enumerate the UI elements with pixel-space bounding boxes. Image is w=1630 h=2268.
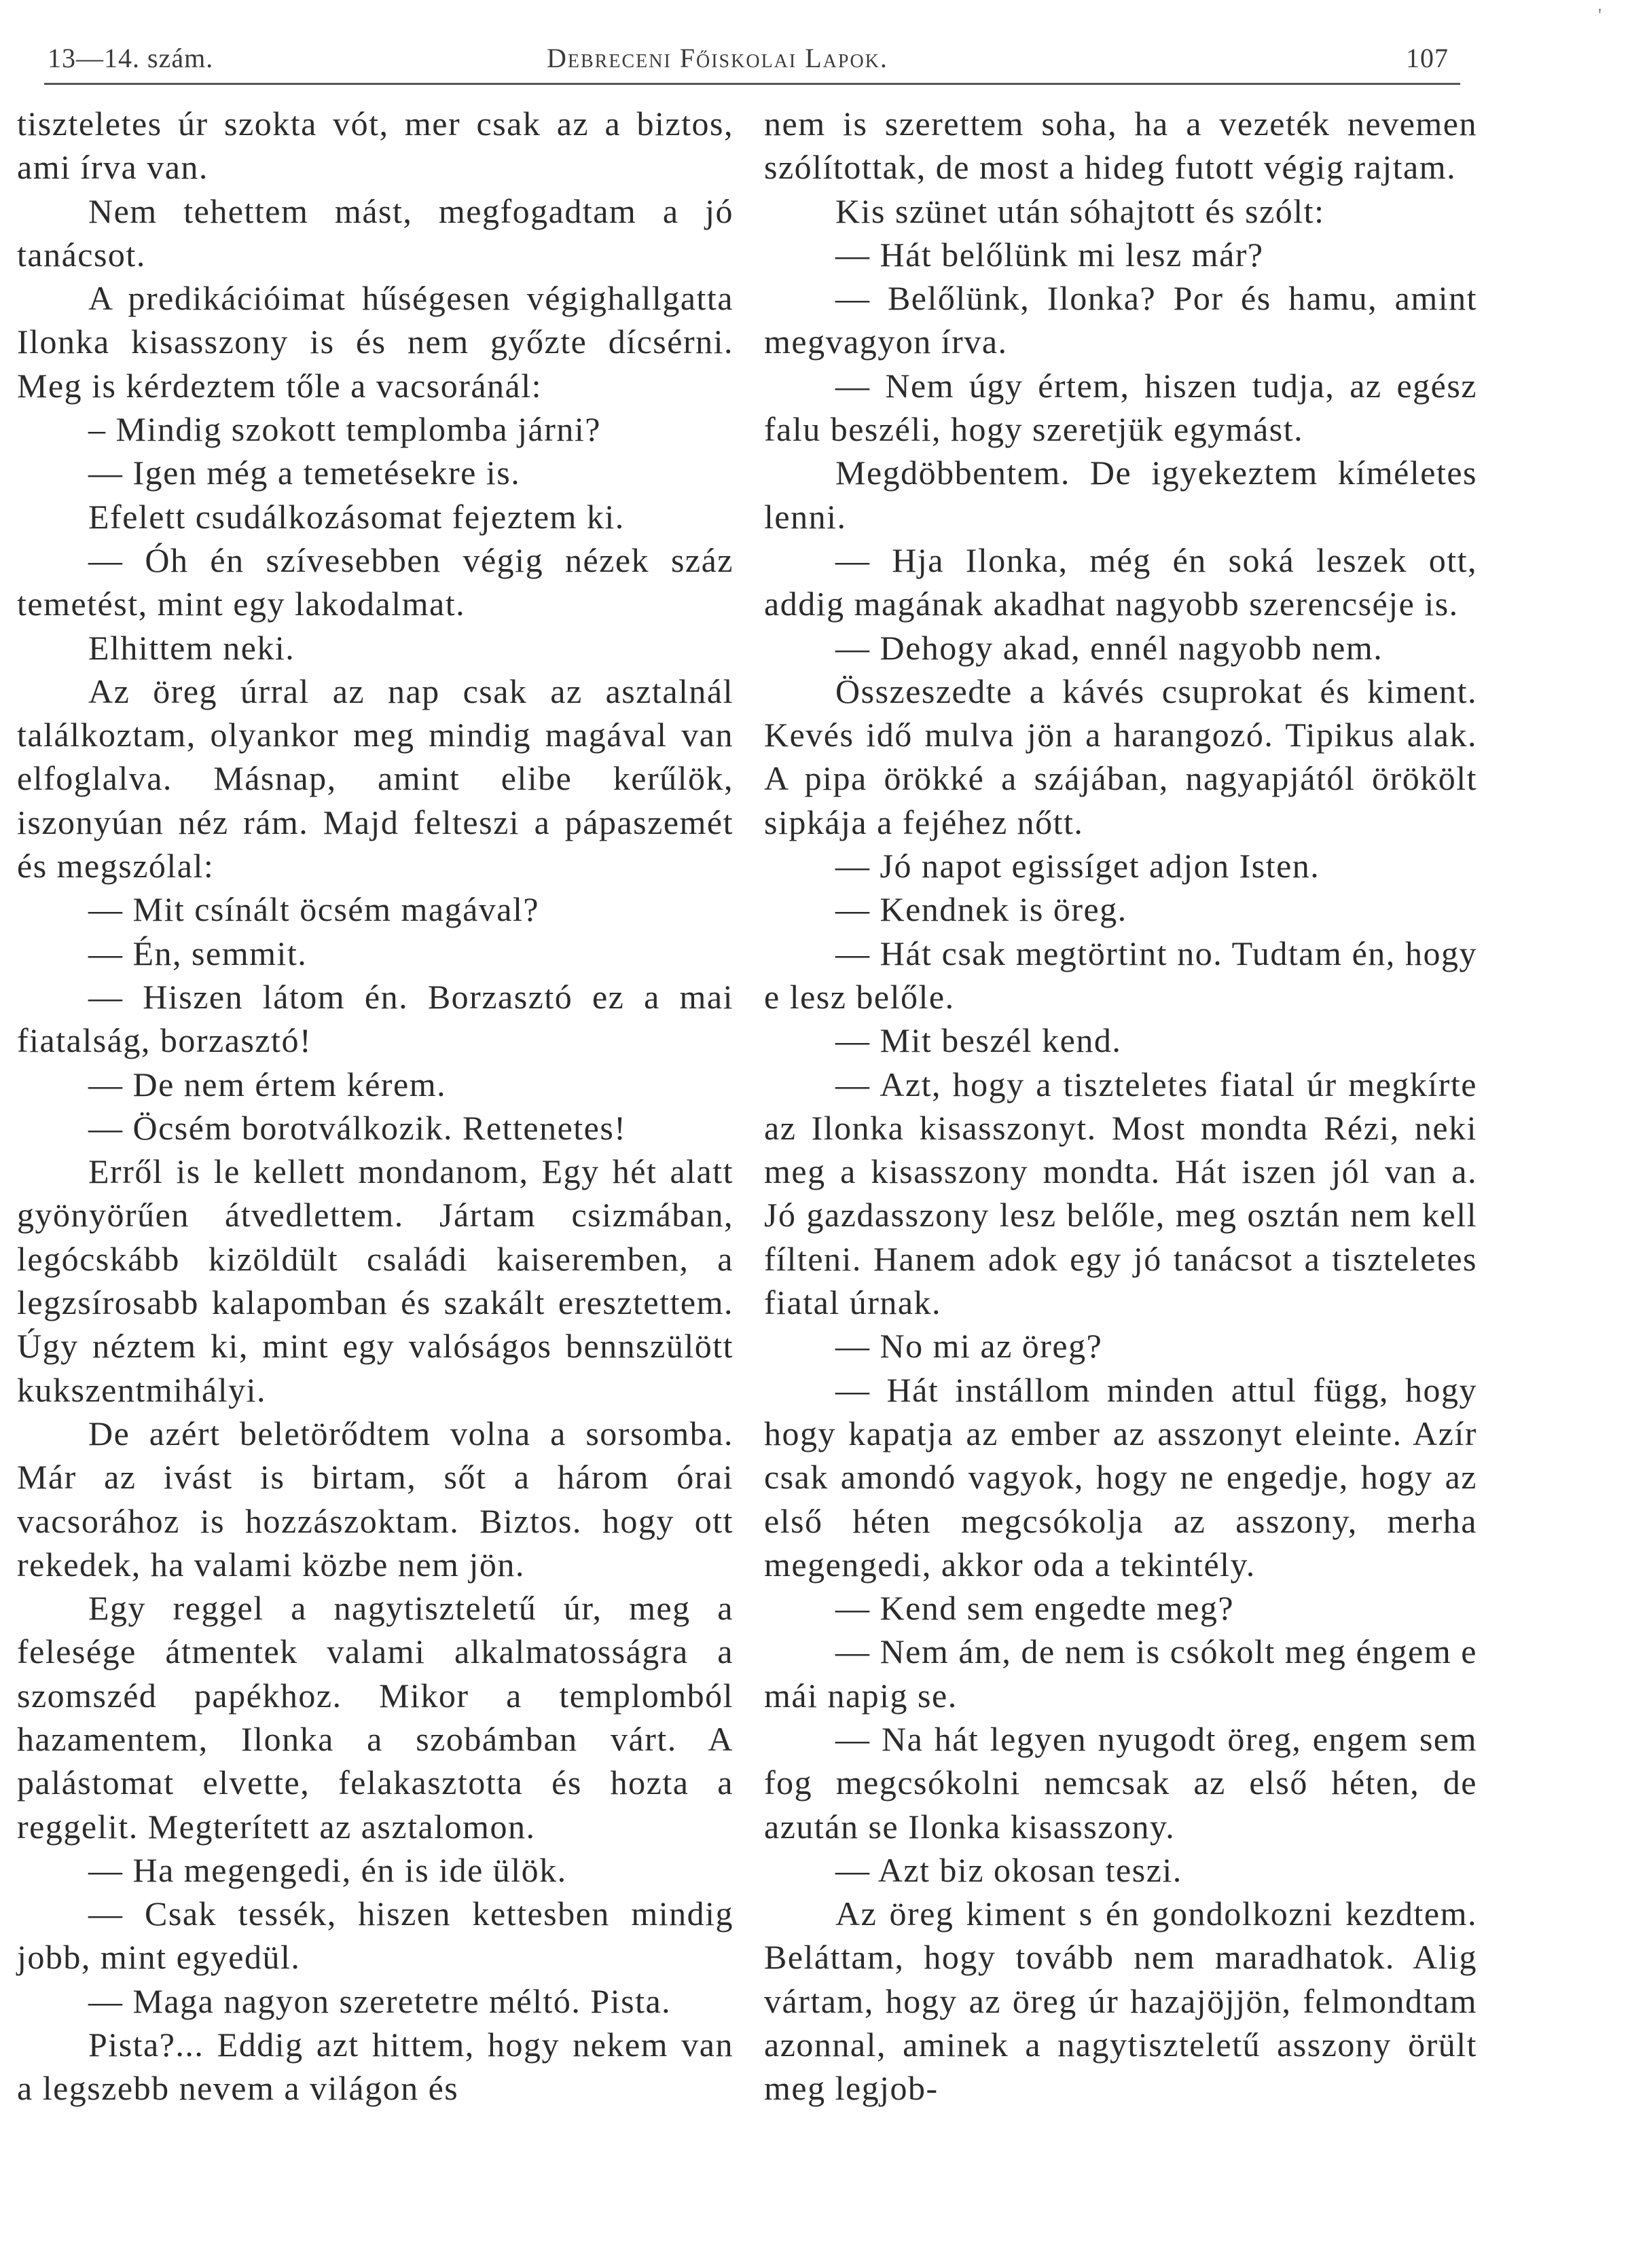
paragraph: Kis szünet után sóhajtott és szólt: bbox=[835, 191, 1325, 230]
publication-title: Debreceni Főiskolai Lapok. bbox=[547, 43, 888, 73]
paragraph: Efelett csudálkozásomat fejeztem ki. bbox=[88, 497, 625, 536]
dialogue-line: — De nem értem kérem. bbox=[88, 1065, 447, 1103]
paragraph: tiszteletes úr szokta vót, mer csak az a biztos, ami írva van. bbox=[17, 105, 734, 187]
dialogue-line: — Mit beszél kend. bbox=[835, 1021, 1122, 1060]
dialogue-line: — Hiszen látom én. Borzasztó ez a mai fiatalság, borzasztó! bbox=[17, 977, 734, 1060]
right-column bbox=[764, 102, 1477, 2110]
dialogue-line: — Azt biz okosan teszi. bbox=[835, 1850, 1182, 1889]
dialogue-line: — Kend sem engedte meg? bbox=[835, 1589, 1235, 1628]
dialogue-line: – Mindig szokott templomba járni? bbox=[88, 410, 601, 449]
paragraph: Nem tehettem mást, megfogadtam a jó tanácsot. bbox=[17, 191, 734, 274]
dialogue-line: — Jó napot egissíget adjon Isten. bbox=[835, 847, 1320, 885]
paragraph: Pista?... Eddig azt hittem, hogy nekem van a legszebb nevem a világon és bbox=[17, 2026, 734, 2108]
paragraph: Elhittem neki. bbox=[88, 628, 295, 667]
dialogue-line: — Mit csínált öcsém magával? bbox=[88, 890, 540, 929]
paragraph: Összeszedte a kávés csuprokat és kiment. Kevés idő mulva jön a harangozó. Tipikus alak. A pipa örökké a szájában, nagyapjától örökölt sipkája a fejéhez nőtt. bbox=[764, 672, 1477, 841]
dialogue-line: — Kendnek is öreg. bbox=[835, 890, 1127, 929]
header-divider bbox=[44, 83, 1460, 85]
dialogue-line: — Hát instállom minden attul függ, hogy hogy kapatja az ember az asszonyt eleinte. Azír csak amondó vagyok, hogy ne engedje, hogy az első héten megcsókolja az asszony, merha megengedi, akkor oda a tekintély. bbox=[764, 1370, 1477, 1584]
dialogue-line: — Igen még a temetésekre is. bbox=[88, 454, 521, 492]
dialogue-line: — Dehogy akad, ennél nagyobb nem. bbox=[835, 628, 1383, 667]
dialogue-line: — Na hát legyen nyugodt öreg, engem sem fog megcsókolni nemcsak az első héten, de azután se Ilonka kisasszony. bbox=[764, 1719, 1477, 1846]
page-number: 107 bbox=[1406, 43, 1449, 73]
dialogue-line: — Öcsém borotválkozik. Rettenetes! bbox=[88, 1108, 627, 1147]
dialogue-line: — Csak tessék, hiszen kettesben mindig jobb, mint egyedül. bbox=[17, 1895, 734, 1977]
corner-mark: ' bbox=[1598, 5, 1602, 26]
paragraph: A predikációimat hűségesen végighallgatta Ilonka kisasszony is és nem győzte dícsérni. Meg is kérdeztem tőle a vacsoránál: bbox=[17, 279, 734, 405]
dialogue-line: — Azt, hogy a tiszteletes fiatal úr megkírte az Ilonka kisasszonyt. Most mondta Rézi, neki meg a kisasszony mondta. Hát iszen jól van a. Jó gazdasszony lesz belőle, meg osztán nem kell fílteni. Hanem adok egy jó tanácsot a tiszteletes fiatal úrnak. bbox=[764, 1065, 1477, 1322]
dialogue-line: — Nem ám, de nem is csókolt meg éngem e mái napig se. bbox=[764, 1632, 1477, 1715]
dialogue-line: — Nem úgy értem, hiszen tudja, az egész falu beszéli, hogy szeretjük egymást. bbox=[764, 366, 1477, 449]
paragraph: De azért beletörődtem volna a sorsomba. Már az ivást is birtam, sőt a három órai vacsorához is hozzászoktam. Biztos. hogy ott rekedek, ha valami közbe nem jön. bbox=[17, 1414, 734, 1584]
dialogue-line: — No mi az öreg? bbox=[835, 1327, 1103, 1366]
paragraph: Az öreg kiment s én gondolkozni kezdtem. Beláttam, hogy tovább nem maradhatok. Alig vártam, hogy az öreg úr hazajöjjön, felmondtam azonnal, aminek a nagytiszteletű asszony örült meg legjob- bbox=[764, 1895, 1477, 2108]
issue-number: 13—14. szám. bbox=[48, 43, 214, 73]
dialogue-line: — Én, semmit. bbox=[88, 934, 308, 972]
left-column bbox=[17, 102, 734, 2110]
paragraph: nem is szerettem soha, ha a vezeték nevemen szólítottak, de most a hideg futott végig rajtam. bbox=[764, 105, 1477, 187]
dialogue-line: — Hát csak megtörtint no. Tudtam én, hogy e lesz belőle. bbox=[764, 934, 1477, 1016]
dialogue-line: — Óh én szívesebben végig nézek száz temetést, mint egy lakodalmat. bbox=[17, 541, 734, 623]
dialogue-line: — Hja Ilonka, még én soká leszek ott, addig magának akadhat nagyobb szerencséje is. bbox=[764, 541, 1477, 623]
paragraph: Megdöbbentem. De igyekeztem kíméletes lenni. bbox=[764, 454, 1477, 536]
page-header bbox=[48, 42, 1449, 83]
dialogue-line: — Hát belőlünk mi lesz már? bbox=[835, 235, 1264, 274]
dialogue-line: — Maga nagyon szeretetre méltó. Pista. bbox=[88, 1981, 672, 2020]
paragraph: Egy reggel a nagytiszteletű úr, meg a felesége átmentek valami alkalmatosságra a szomszéd papékhoz. Mikor a templomból hazamentem, Ilonka a szobámban várt. A palástomat elvette, felakasztotta és hozta a reggelit. Megterített az asztalomon. bbox=[17, 1589, 734, 1846]
paragraph: Az öreg úrral az nap csak az asztalnál találkoztam, olyankor meg mindig magával van elfoglalva. Másnap, amint elibe kerűlök, iszonyúan néz rám. Majd felteszi a pápaszemét és megszólal: bbox=[17, 672, 734, 885]
dialogue-line: — Ha megengedi, én is ide ülök. bbox=[88, 1850, 567, 1889]
dialogue-line: — Belőlünk, Ilonka? Por és hamu, amint megvagyon írva. bbox=[764, 279, 1477, 361]
paragraph: Erről is le kellett mondanom, Egy hét alatt gyönyörűen átvedlettem. Jártam csizmában, legócskább kizöldült családi kaiseremben, a legzsírosabb kalapomban és szakált eresztettem. Úgy néztem ki, mint egy valóságos bennszülött kukszentmihályi. bbox=[17, 1152, 734, 1409]
